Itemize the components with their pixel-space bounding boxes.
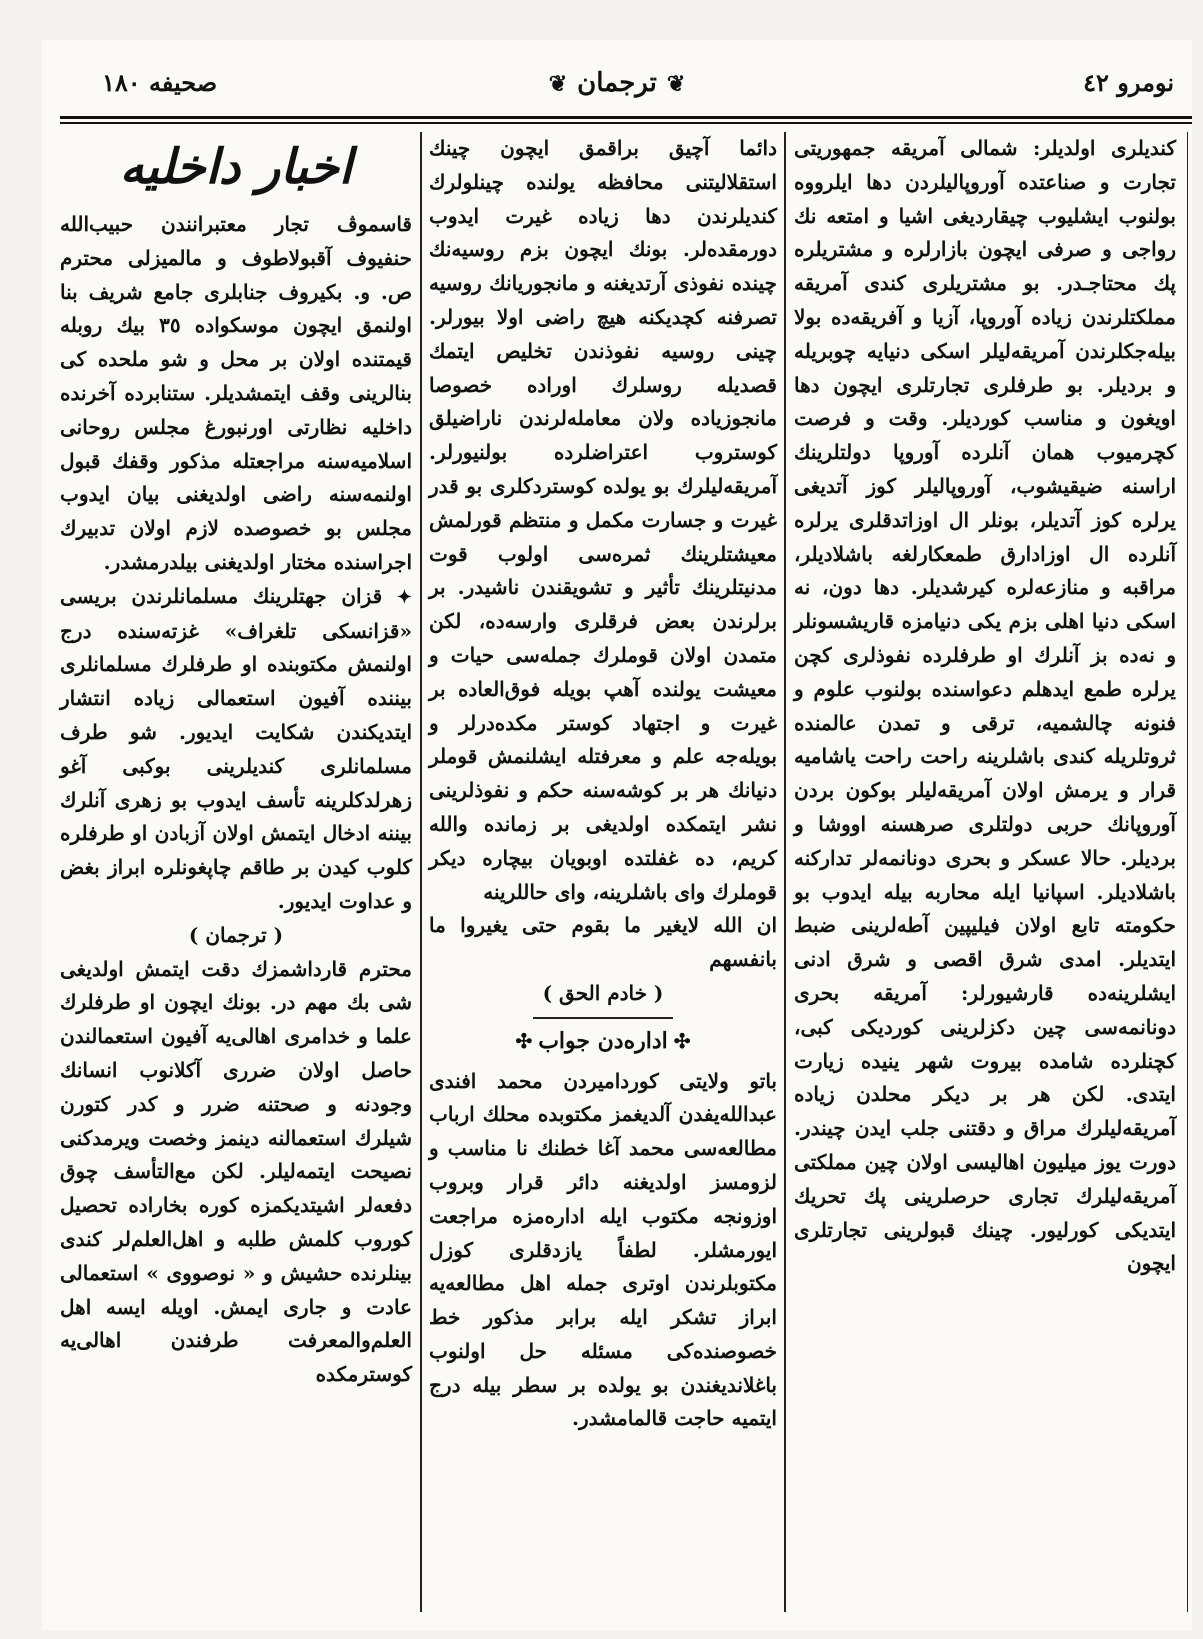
verse: ان الله لایغیر ما بقوم حتی یغیروا ما بانفسهم — [429, 913, 777, 972]
bullet-icon: ✦ — [396, 586, 412, 608]
column-divider — [784, 132, 786, 1612]
header-rule-thin — [60, 122, 1192, 124]
header-rule — [60, 116, 1192, 119]
reply-section-title — [429, 1025, 777, 1059]
column-divider — [420, 132, 422, 1612]
newspaper-page — [42, 40, 1192, 1630]
page-number: صحیفه ١٨٠ — [102, 68, 218, 97]
article-text: قاسموڤ تجار معتبرانندن حبیب‌الله حنفیوف آقبولاطوف و مالمیزلی محترم ص. و. بکیروف جنابلری جامع شریف بنا اولنمق ایچون موسکواده ٣٥ بیك روبله قیمتنده اولان بر محل و شو ملحده کی بنالرینی وقف ایتمشدیلر. ستنابرده آخرنده داخلیه نظارتی اورنبورغ مجلس روحانی اسلامیه‌سنه مراجعتله مذکور وقفك قبول اولنمه‌سنه راضی اولدیغنی بیان ایدوب مجلس بو خصوصده لازم اولان تدبیرك اجراسنده مختار اولدیغنی بیلدرمشدر. — [60, 212, 412, 574]
column-middle — [429, 132, 777, 1612]
page-header — [42, 50, 1192, 116]
article-text: باتو ولایتی کوردامیردن محمد افندی عبدالله‌یفدن آلدیغمز مکتوبده محلك ارباب مطالعه‌سی محمد آغا خطنك نا مناسب و لزومسز اولدیغنه دائر قرار وبروب اوزونجه مکتوب ایله ادارەمزه مراجعت ایورمشلر. لطفاً یازدقلری کوزل مکتوبلرندن اوتری جمله اهل مطالعه‌یه ابراز تشکر ایله برابر مذکور خط خصوصنده‌کی مسئله حل اولنوب باغلاندیغندن بو یولده بر سطر بیله درج ایتمیه حاجت قالمامشدر. — [429, 1068, 777, 1431]
author-signature: ( خادم الحق ) — [542, 980, 664, 1005]
reply-heading: ادارەدن جواب — [538, 1027, 668, 1054]
divider — [533, 1017, 673, 1019]
article-text — [60, 580, 412, 919]
column-border — [1187, 132, 1188, 1612]
column-left — [60, 132, 412, 1612]
ornament-icon: ❦ — [548, 71, 568, 97]
article-text: محترم قارداشمزك دقت ایتمش اولدیغی شی بك مهم در. بونك ایچون او طرفلرك علما و خدامری اهالی‌یه آفیون استعمالندن حاصل اولان ضرری آکلانوب انسانك وجودنه و صحتنه ضرر و کدر کتورن شیلرك استعمالنه دینمز وخصت ویرمدکنی نصیحت ایتمه‌لیلر. لکن مع‌التأسف چوق دفعه‌لر اشیتدیکمزه کوره بخاراده تحصیل کوروب کلمش طلبه و اهل‌العلم‌لر کندی بینلرنده حشیش و « نوصووی » استعمالی عادت و جاری ایمش. اویله ایسه اهل العلم‌والمعرفت طرفندن اهالی‌یه کوسترمکده — [60, 956, 412, 1387]
author-signature: ( ترجمان ) — [188, 922, 284, 947]
section-title: اخبار داخلیه — [119, 139, 353, 195]
article-text: دائما آچیق براقمق ایچون چینك استقلالیتنی محافظه یولنده چینلولرك کندیلرندن دها زیاده غیرت ایدوب دورمقده‌لر. بونك ایچون بزم روسیه‌نك چینده نفوذی آرتدیغنه و مانجوریانك روسیه تصرفنه کچدیکنه هیچ راضی اولا بیورلر. چینی روسیه نفوذندن تخلیص ایتمك قصدیله روسلرك اورادە خصوصا مانجوزیادە ولان معامله‌لرندن ناراضیلق کوستروب اعتراضلرده بولنیورلر. آمریقه‌لیلرك بو یولده کوستردکلری بو قدر غیرت و جسارت مکمل و منتظم قورلمش معیشتلرینك ثمره‌سی اولوب قوت مدنیتلرینك تأثیر و تشویقندن ناشیدر. بر برلرندن بعض فرقلری وارسه‌ده، لکن متمدن اولان قوملرك جمله‌سی حیات و معیشت یولنده آهپ بویله فوق‌العاده بر غیرت و اجتهاد کوستر مکده‌درلر و بویله‌جه علم و معرفتله ایشلنمش قوملر دنیانك هر بر کوشه‌سنه حکم و نفوذلرینی نشر ایتمکده اولدیغی بر زمانده والله کریم، ده غفلتده اوبویان بیچاره دیکر قوملرك وای باشلرینه، وای حاللرینه — [429, 136, 777, 904]
issue-number: نومرو ٤٢ — [1083, 68, 1174, 97]
column-right — [794, 132, 1176, 1612]
article-text-body: قزان جهتلرینك مسلمانلرندن بریسی «قزانسکی تلغراف» غزته‌سنده درج اولنمش مکتوبنده او طرفلرك مسلمانلری بیننده آفیون استعمالی زیاده انتشار ایتدیکندن شکایت ایدیور. شو طرف مسلمانلری کندیلرینی بوکبی آغو زهرلدکلرینه تأسف ایدوب بو زهری آنلرك بیننه ادخال ایتمش اولان آزبادن او طرفلره کلوب کیدن بر طاقم چاپغونلره ابراز بغض و عداوت ایدیور. — [60, 583, 412, 913]
article-text: کندیلری اولدیلر: شمالی آمریقه جمهوریتی تجارت و صناعتده آوروپالیلردن دها ایلرووه بولنوب ایشلیوب چیقاردیغی اشیا و امتعه نك رواجی و صرفی ایچون بازارلره و مشتریلره پك محتاجـدر. بو مشتریلری کندی آمریقه مملکتلرندن زیاده آوروپا، آزیا و آفریقه‌ده بولا بیله‌جکلرندن آمریقه‌لیلر اسکی دنیایه چوبریله و بردیلر. بو طرفلری تجارتلری ایچون دها اویغون و مناسب کوردیلر. وقت و فرصت کچرمیوب همان آنلرده آوروپا دولتلرینك اراسنه ضیقیشوب، آوروپالیلر کوز آتدیغی یرلره کوز آتدیلر، بونلر ال اوزاتدقلری یرلره آنلرده ال اوزادارق طمعکارلغه باشلادیلر، مراقبه و منازعه‌لره کیرشدیلر. دها دون، نه اسکی دنیا اهلی بزم یکی دنیامزه قاریشسونلر و نه‌ده بز آنلرك او طرفلرده نفوذلری کچن یرلره طمع ایدهلم دعواسنده بولنوب علوم و فنونه چالشمیه، ترقی و تمدن عالمنده ثروتلریله کندی باشلرینه راحت راحت یاشامیه قرار و یرمش اولان آمریقه‌لیلر بوکون بردن آوروپانك حربی دولتلری صرهسنه اووشا و بردیلر. حالا عسکر و بحری دونانمه‌لر تدارکنه باشلادیلر. اسپانیا ایله محاربه بیله ایدوب بو حکومته تابع اولان فیلیپین آطه‌لرینی ضبط ایتدیلر. امدی شرق اقصی و شرق ادنی ایشلرینه‌ده قارشیورلر: آمریقه بحری دونانمه‌سی چین دکزلرینی کوردیکی کبی، کچنلرده شامده بیروت شهر ینیده زیارت ایتدی. لکن هر بر دیکر محلدن زیاده آمریقه‌لیلرك مراق و دقتنی جلب ایدن چیندر. دورت یوز میلیون اهالیسی اولان چین مملکتی آمریقه‌لیلرك تجاری حرصلرینی پك تحریك ایتدیکی کورلیور. چینك قبولرینی تجارتلری ایچون — [794, 136, 1176, 1276]
ornament-icon: ✣ — [673, 1028, 691, 1053]
ornament-icon: ❦ — [666, 71, 686, 97]
newspaper-title: ترجمان — [577, 68, 657, 98]
ornament-icon: ✣ — [515, 1028, 533, 1053]
